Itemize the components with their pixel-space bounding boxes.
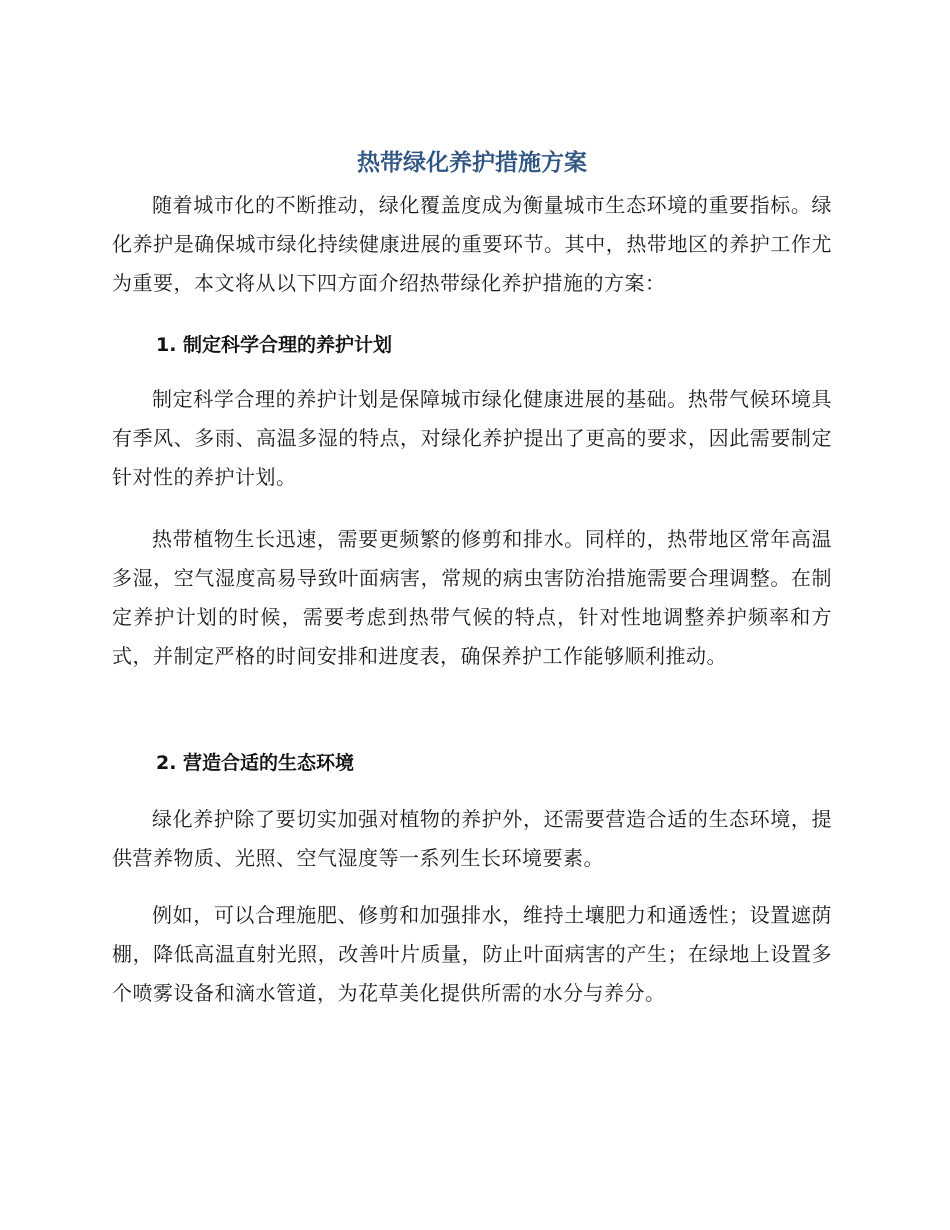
document-title: 热带绿化养护措施方案 [357,150,587,176]
intro-paragraph: 随着城市化的不断推动，绿化覆盖度成为衡量城市生态环境的重要指标。绿化养护是确保城市绿化持续健康进展的重要环节。其中，热带地区的养护工作尤为重要，本文将从以下四方面介绍热带绿化养护措施的方案： [112,193,832,295]
section-2-paragraph-1: 绿化养护除了要切实加强对植物的养护外，还需要营造合适的生态环境，提供营养物质、光照、空气湿度等一系列生长环境要素。 [112,807,832,870]
section-2-heading: 2. 营造合适的生态环境 [156,752,355,774]
section-2-paragraph-2: 例如，可以合理施肥、修剪和加强排水，维持土壤肥力和通透性；设置遮荫棚，降低高温直射光照，改善叶片质量，防止叶面病害的产生；在绿地上设置多个喷雾设备和滴水管道，为花草美化提供所需的水分与养分。 [112,903,832,1005]
section-1-paragraph-2: 热带植物生长迅速，需要更频繁的修剪和排水。同样的，热带地区常年高温多湿，空气湿度高易导致叶面病害，常规的病虫害防治措施需要合理调整。在制定养护计划的时候，需要考虑到热带气候的特点，针对性地调整养护频率和方式，并制定严格的时间安排和进度表，确保养护工作能够顺利推动。 [112,527,832,668]
section-1-heading: 1. 制定科学合理的养护计划 [156,334,393,356]
section-1-paragraph-1: 制定科学合理的养护计划是保障城市绿化健康进展的基础。热带气候环境具有季风、多雨、高温多湿的特点，对绿化养护提出了更高的要求，因此需要制定针对性的养护计划。 [112,387,832,489]
